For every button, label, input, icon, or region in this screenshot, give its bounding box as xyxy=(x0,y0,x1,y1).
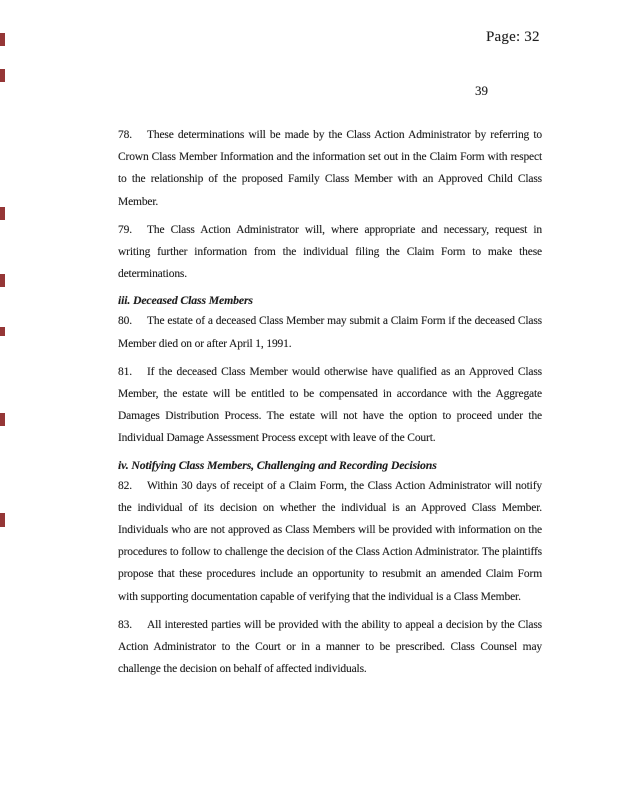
paragraph-83 xyxy=(118,614,542,681)
paragraph-number: 83. xyxy=(118,618,132,631)
scan-artifact-mark xyxy=(0,274,5,287)
paragraph-number: 79. xyxy=(118,223,132,236)
scan-artifact-mark xyxy=(0,513,5,527)
paragraph-number: 80. xyxy=(118,315,132,328)
paragraph-79 xyxy=(118,219,542,286)
paragraph-text: If the deceased Class Member would otherwise have qualified as an Approved Class Member, the estate will be entitled to be compensated in accordance with the Aggregate Damages Distribution Process. The estate will not have the option to proceed under the Individual Damage Assessment Process except with leave of the Court. xyxy=(118,365,542,445)
scan-artifact-mark xyxy=(0,327,5,336)
paragraph-text: The Class Action Administrator will, where appropriate and necessary, request in writing further information from the individual filing the Claim Form to make these determinations. xyxy=(118,223,542,281)
paragraph-text: The estate of a deceased Class Member may submit a Claim Form if the deceased Class Member died on or after April 1, 1991. xyxy=(118,315,542,350)
paragraph-text: These determinations will be made by the Class Action Administrator by referring to Crown Class Member Information and the information set out in the Claim Form with respect to the relationship of the proposed Family Class Member with an Approved Child Class Member. xyxy=(118,129,542,208)
paragraph-80 xyxy=(118,310,542,354)
scan-artifact-mark xyxy=(0,207,5,220)
header-page-stamp: Page: 32 xyxy=(486,29,540,45)
paragraph-number: 82. xyxy=(118,479,132,492)
paragraph-text: All interested parties will be provided with the ability to appeal a decision by the Class Action Administrator to the Court or in a manner to be prescribed. Class Counsel may challenge the decision on behalf of affected individuals. xyxy=(118,618,542,676)
page-number: 39 xyxy=(475,83,488,98)
scan-artifact-mark xyxy=(0,33,5,46)
scan-artifact-mark xyxy=(0,413,5,426)
scan-artifact-mark xyxy=(0,69,5,82)
paragraph-text: Within 30 days of receipt of a Claim Form, the Class Action Administrator will notify the individual of its decision on whether the individual is an Approved Class Member. Individuals who are not approved as Class Members will be provided with information on the procedures to follow to challenge the decision of the Class Action Administrator. The plaintiffs propose that these procedures include an opportunity to resubmit an amended Claim Form with supporting documentation capable of verifying that the individual is a Class Member. xyxy=(118,479,542,603)
paragraph-78 xyxy=(118,124,542,213)
section-heading-deceased-class-members: iii. Deceased Class Members xyxy=(118,293,253,308)
paragraph-82 xyxy=(118,475,542,608)
paragraph-81 xyxy=(118,361,542,450)
paragraph-number: 78. xyxy=(118,129,132,141)
paragraph-number: 81. xyxy=(118,365,132,378)
section-heading-notifying-class-members: iv. Notifying Class Members, Challenging and Recording Decisions xyxy=(118,457,437,472)
document-body xyxy=(118,124,542,686)
